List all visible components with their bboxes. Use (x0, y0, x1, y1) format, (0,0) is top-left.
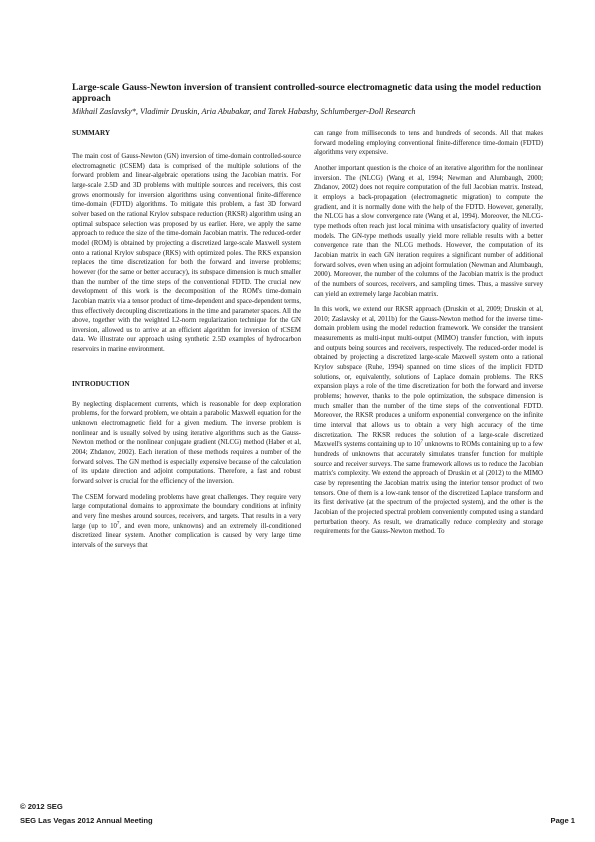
right-column (314, 129, 543, 537)
right-paragraph-1: can range from milliseconds to tens and hundreds of seconds. All that makes forward modeling employing conventional finite-difference time-domain (FDTD) algorithms very expensive. (314, 130, 543, 157)
right-paragraph-3 (314, 305, 543, 537)
footer-meeting: SEG Las Vegas 2012 Annual Meeting (20, 816, 153, 825)
intro-paragraph-1: By neglecting displacement currents, which is reasonable for deep exploration problems, for the forward problem, we obtain a parabolic Maxwell equation for the unknown electromagnetic field for a given medium. The inverse problem is nonlinear and is usually solved by using iterative algorithms such as the Gauss-Newton method or the nonlinear conjugate gradient (NLCG) method (Haber et al, 2004; Zhdanov, 2002). Each iteration of these methods requires a number of the forward solves. The GN method is especially expensive because of the calculation of its update direction and adjoint computations. Therefore, a fast and robust forward solver is crucial for the efficiency of the inversion. (72, 400, 301, 486)
intro-paragraph-2-part-b: , and even more, unknowns) and an extremely ill-conditioned discretized linear system. Another complication is caused by very large time intervals of the surveys that (72, 522, 301, 549)
right-paragraph-3-part-a: In this work, we extend our RKSR approach (Druskin et al, 2009; Druskin et al, 2010; Zaslavsky et al, 2011b) for the Gauss-Newton method for the inverse time-domain problem using the model reduction framework. We consider the transient measurements as multi-input multi-output (MIMO) transfer function, with inputs and outputs being sources and receivers, respectively. The reduced-order model is obtained by projecting a discretized large-scale Maxwell system onto a rational Krylov subspace (Ruhe, 1994) spanned on time slices of the implicit FDTD solutions, or, equivalently, solutions of Laplace domain problems. The RKS expansion plays a role of the time discretization for both the forward and inverse problems; however, thanks to the pole optimization, the subspace dimension is much smaller than the number of the time steps of the conventional FDTD. Moreover, the RKSR produces a uniform exponential convergence on the infinite time interval that allows us to obtain a very high accuracy of the time discretization. The RKSR reduces the solution of a large-scale discretized Maxwell's systems containing up to 10 (314, 306, 543, 449)
right-paragraph-2: Another important question is the choice of an iterative algorithm for the nonlinear inversion. The (NLCG) (Wang et al, 1994; Newman and Alumbaugh, 2000; Zhdanov, 2002) does not require computation of the full Jacobian matrix. Instead, it employs a back-propagation (electromagnetic migration) to compute the gradient, and it is normally done with the help of the FDTD. However, generally, the NLCG has a slow convergence rate (Wang et al, 1994). Moreover, the NLCG-type methods often reach just local minima with unsatisfactory quality of inverted models. The GN-type methods usually yield more reliable results with a better convergence rate than the NLCG methods. However, the computation of its Jacobian matrix in each GN iteration requires a significant number of additional forward solves, even when using an adjoint formulation (Newman and Alumbaugh, 2000). Moreover, the number of the columns of the Jacobian matrix is the product of the numbers of sources, receivers, and sampling times. Thus, a massive survey can yield an extremely large Jacobian matrix. (314, 164, 543, 298)
intro-paragraph-2-part-a: The CSEM forward modeling problems have great challenges. They require very large computational domains to approximate the boundary conditions at infinity and very fine meshes around sources, receivers, and targets. That results in a very large (up to 10 (72, 493, 301, 530)
right-paragraph-3-part-b: unknowns to ROMs containing up to a few hundreds of unknowns that accurately simulates transfer function for multiple source and receiver surveys. The same framework allows us to reduce the Jacobian matrix's complexity. We extend the approach of Druskin et al (2012) to the MIMO case by representing the Jacobian matrix using the interior tensor product of two tensors. One of them is a low-rank tensor of the discretized Laplace transform and its first derivative (at the spectrum of the projected system), and the other is the Jacobian of the projected spectral problem conveniently computed using a standard perturbation theory. As result, we dramatically reduce complexity and storage requirements for the Gauss-Newton method. To (314, 441, 543, 536)
footer-meeting-line (20, 816, 575, 826)
intro-paragraph-2 (72, 493, 301, 551)
summary-paragraph: The main cost of Gauss-Newton (GN) inversion of time-domain controlled-source electromagnetic (tCSEM) data is comprised of the multiple solutions of the forward problem and linear-algebraic operations using the Jacobian matrix. For large-scale 2.5D and 3D problems with multiple sources and receivers, this cost grows enormously for inversion algorithms using conventional finite-difference time-domain (FDTD) algorithms. To mitigate this problem, a fast 3D forward solver based on the rational Krylov subspace reduction (RKSR) algorithm using an optimal subspace selection was proposed by us earlier. Here, we apply the same approach to reduce the size of the time-domain Jacobian matrix. The reduced-order model (ROM) is obtained by projecting a discretized large-scale Maxwell system onto a rational Krylov subspace (RKS) with optimized poles. The RKS expansion replaces the time discretization for both the forward and inverse problems; however (for the same or better accuracy), its subspace dimension is much smaller than the number of the time steps of the conventional FDTD. The crucial new development of this work is the decomposition of the ROM's time-domain Jacobian matrix via a tensor product of time-dependent and space-dependent terms, thus effectively decoupling discretizations in the time and parameter spaces. All the above, together with the weighted L2-norm regularization technique for the GN inversion, allowed us to arrive at an efficient algorithm for inversion of tCSEM data. We illustrate our approach using synthetic 2.5D examples of hydrocarbon reservoirs in marine environment. (72, 153, 301, 354)
introduction-heading: INTRODUCTION (72, 379, 130, 388)
page-number: Page 1 (550, 816, 575, 825)
exponent: 7 (420, 440, 423, 446)
left-column (72, 128, 301, 551)
exponent: 7 (116, 521, 120, 527)
summary-heading: SUMMARY (72, 129, 111, 137)
author-list: Mikhail Zaslavsky*, Vladimir Druskin, Aria Abubakar, and Tarek Habashy, Schlumberger-Doll Research (72, 107, 416, 116)
paper-title: Large-scale Gauss-Newton inversion of transient controlled-source electromagnetic data using the model reduction approach (72, 82, 542, 104)
footer-copyright: © 2012 SEG (20, 802, 63, 811)
